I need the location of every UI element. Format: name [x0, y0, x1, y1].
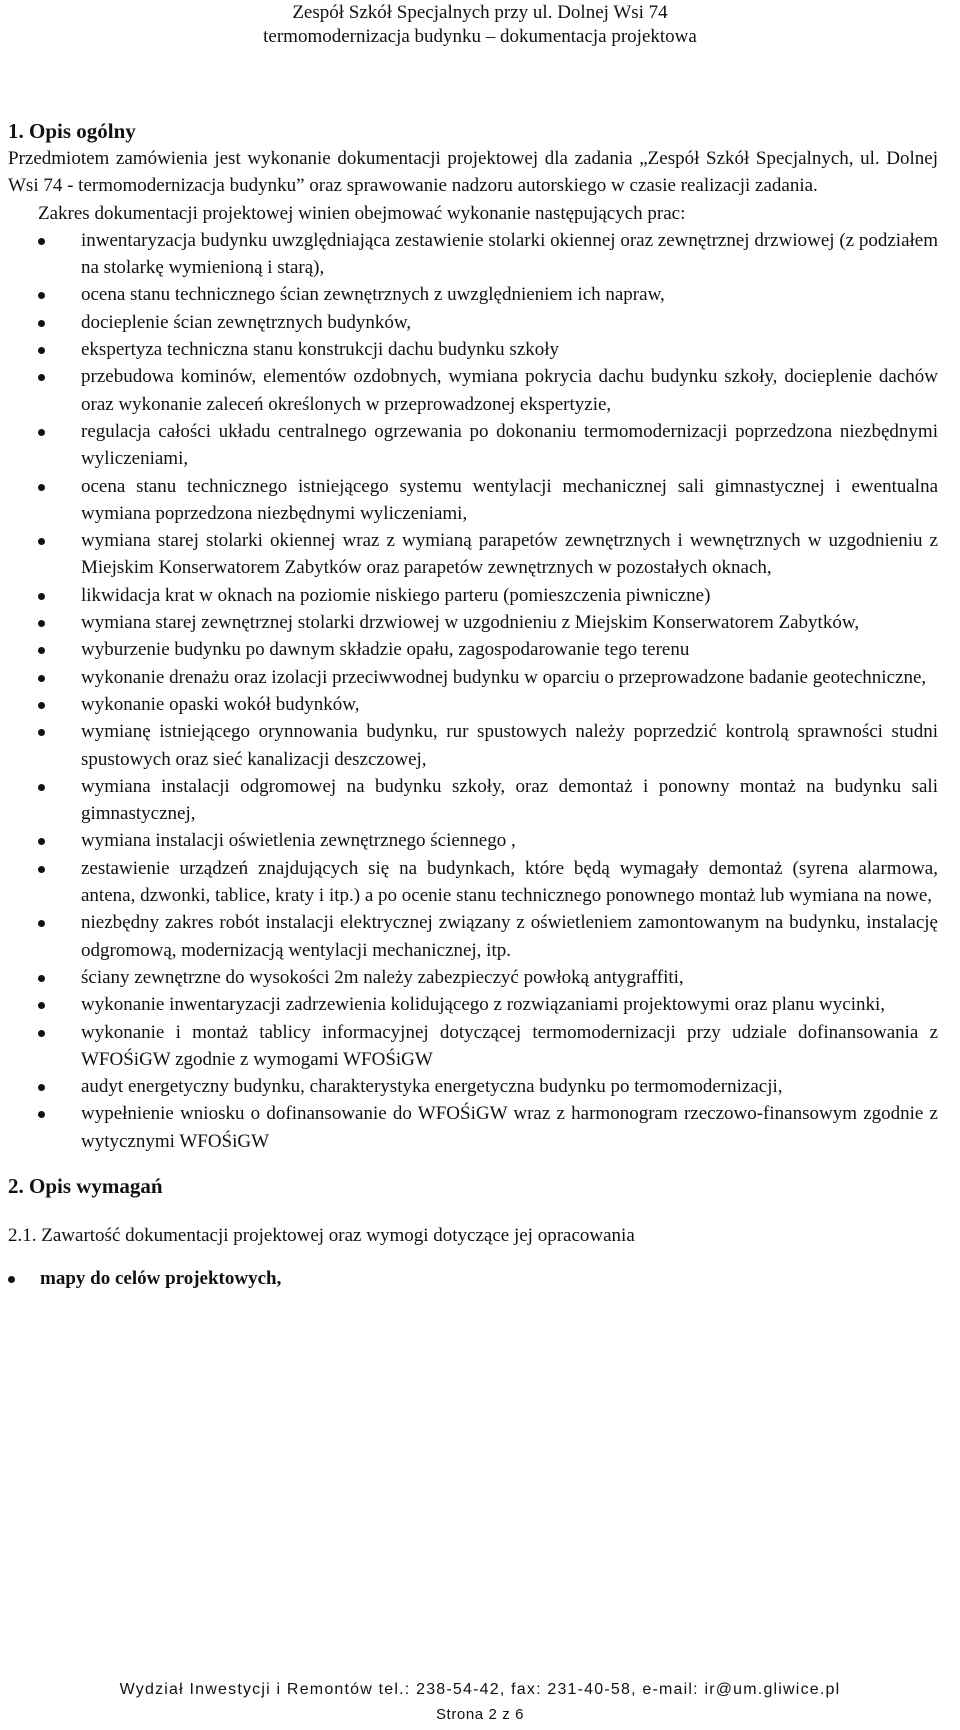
- list-item: wykonanie drenażu oraz izolacji przeciwwodnej budynku w oparciu o przeprowadzone badanie geotechniczne,: [8, 664, 938, 691]
- list-item: mapy do celów projektowych,: [8, 1265, 938, 1292]
- subsection-2-1-heading: 2.1. Zawartość dokumentacji projektowej oraz wymogi dotyczące jej opracowania: [8, 1224, 635, 1246]
- page-header: [0, 1, 960, 49]
- list-item: ściany zewnętrzne do wysokości 2m należy zabezpieczyć powłoką antygraffiti,: [8, 964, 938, 991]
- list-item: wykonanie inwentaryzacji zadrzewienia kolidującego z rozwiązaniami projektowymi oraz planu wycinki,: [8, 991, 938, 1018]
- list-item: zestawienie urządzeń znajdujących się na budynkach, które będą wymagały demontaż (syrena alarmowa, antena, dzwonki, tablice, kraty i itp.) a po ocenie stanu technicznego ponownego montaż lub wymiana na nowe,: [8, 855, 938, 910]
- page-footer-contact: Wydział Inwestycji i Remontów tel.: 238-54-42, fax: 231-40-58, e-mail: ir@um.gliwice.pl: [119, 1681, 841, 1698]
- page-number: Strona 2 z 6: [435, 1706, 525, 1723]
- section-1-heading: 1. Opis ogólny: [8, 119, 136, 143]
- list-item: wymiana instalacji odgromowej na budynku szkoły, oraz demontaż i ponowny montaż na budynku sali gimnastycznej,: [8, 773, 938, 828]
- section-2-heading: 2. Opis wymagań: [8, 1173, 163, 1198]
- list-item: ocena stanu technicznego istniejącego systemu wentylacji mechanicznej sali gimnastycznej i ewentualna wymiana poprzedzona niezbędnymi wyliczeniami,: [8, 473, 938, 528]
- list-item: wykonanie opaski wokół budynków,: [8, 691, 938, 718]
- list-item: wykonanie i montaż tablicy informacyjnej dotyczącej termomodernizacji przy udziale dofinansowania z WFOŚiGW zgodnie z wymogami WFOŚiGW: [8, 1019, 938, 1074]
- list-item: regulacja całości układu centralnego ogrzewania po dokonaniu termomodernizacji poprzedzona niezbędnymi wyliczeniami,: [8, 418, 938, 473]
- list-item: wymiana starej zewnętrznej stolarki drzwiowej w uzgodnieniu z Miejskim Konserwatorem Zabytków,: [8, 609, 938, 636]
- list-item: likwidacja krat w oknach na poziomie niskiego parteru (pomieszczenia piwniczne): [8, 582, 938, 609]
- document-body: [8, 117, 938, 1293]
- list-item: wyburzenie budynku po dawnym składzie opału, zagospodarowanie tego terenu: [8, 636, 938, 663]
- list-item: wypełnienie wniosku o dofinansowanie do WFOŚiGW wraz z harmonogram rzeczowo-finansowym zgodnie z wytycznymi WFOŚiGW: [8, 1100, 938, 1155]
- scope-intro: Zakres dokumentacji projektowej winien obejmować wykonanie następujących prac:: [38, 202, 686, 224]
- list-item: przebudowa kominów, elementów ozdobnych, wymiana pokrycia dachu budynku szkoły, docieplenie dachów oraz wykonanie zaleceń określonych w przeprowadzonej ekspertyzie,: [8, 363, 938, 418]
- list-item: wymiana instalacji oświetlenia zewnętrznego ściennego ,: [8, 827, 938, 854]
- list-item: wymianę istniejącego orynnowania budynku, rur spustowych należy poprzedzić kontrolą sprawności studni spustowych oraz sieć kanalizacji deszczowej,: [8, 718, 938, 773]
- list-item: audyt energetyczny budynku, charakterystyka energetyczna budynku po termomodernizacji,: [8, 1073, 938, 1100]
- list-item: inwentaryzacja budynku uwzględniająca zestawienie stolarki okiennej oraz zewnętrznej drzwiowej (z podziałem na stolarkę wymienioną i starą),: [8, 227, 938, 282]
- list-item: niezbędny zakres robót instalacji elektrycznej związany z oświetleniem zamontowanym na budynku, instalację odgromową, modernizacją wentylacji mechanicznej, itp.: [8, 909, 938, 964]
- header-line-2: termomodernizacja budynku – dokumentacja projektowa: [263, 26, 697, 47]
- section-1-intro: Przedmiotem zamówienia jest wykonanie dokumentacji projektowej dla zadania „Zespół Szkół Specjalnych, ul. Dolnej Wsi 74 - termomodernizacja budynku” oraz sprawowanie nadzoru autorskiego w czasie realizacji zadania.: [8, 148, 938, 197]
- list-item: ekspertyza techniczna stanu konstrukcji dachu budynku szkoły: [8, 336, 938, 363]
- section-2-list: [8, 1265, 938, 1292]
- list-item: wymiana starej stolarki okiennej wraz z wymianą parapetów zewnętrznych i wewnętrznych w uzgodnieniu z Miejskim Konserwatorem Zabytków oraz parapetów zewnętrznych w pozostałych oknach,: [8, 527, 938, 582]
- scope-list: [8, 227, 938, 1155]
- list-item: docieplenie ścian zewnętrznych budynków,: [8, 309, 938, 336]
- list-item: ocena stanu technicznego ścian zewnętrznych z uwzględnieniem ich napraw,: [8, 281, 938, 308]
- header-line-1: Zespół Szkół Specjalnych przy ul. Dolnej Wsi 74: [292, 2, 668, 23]
